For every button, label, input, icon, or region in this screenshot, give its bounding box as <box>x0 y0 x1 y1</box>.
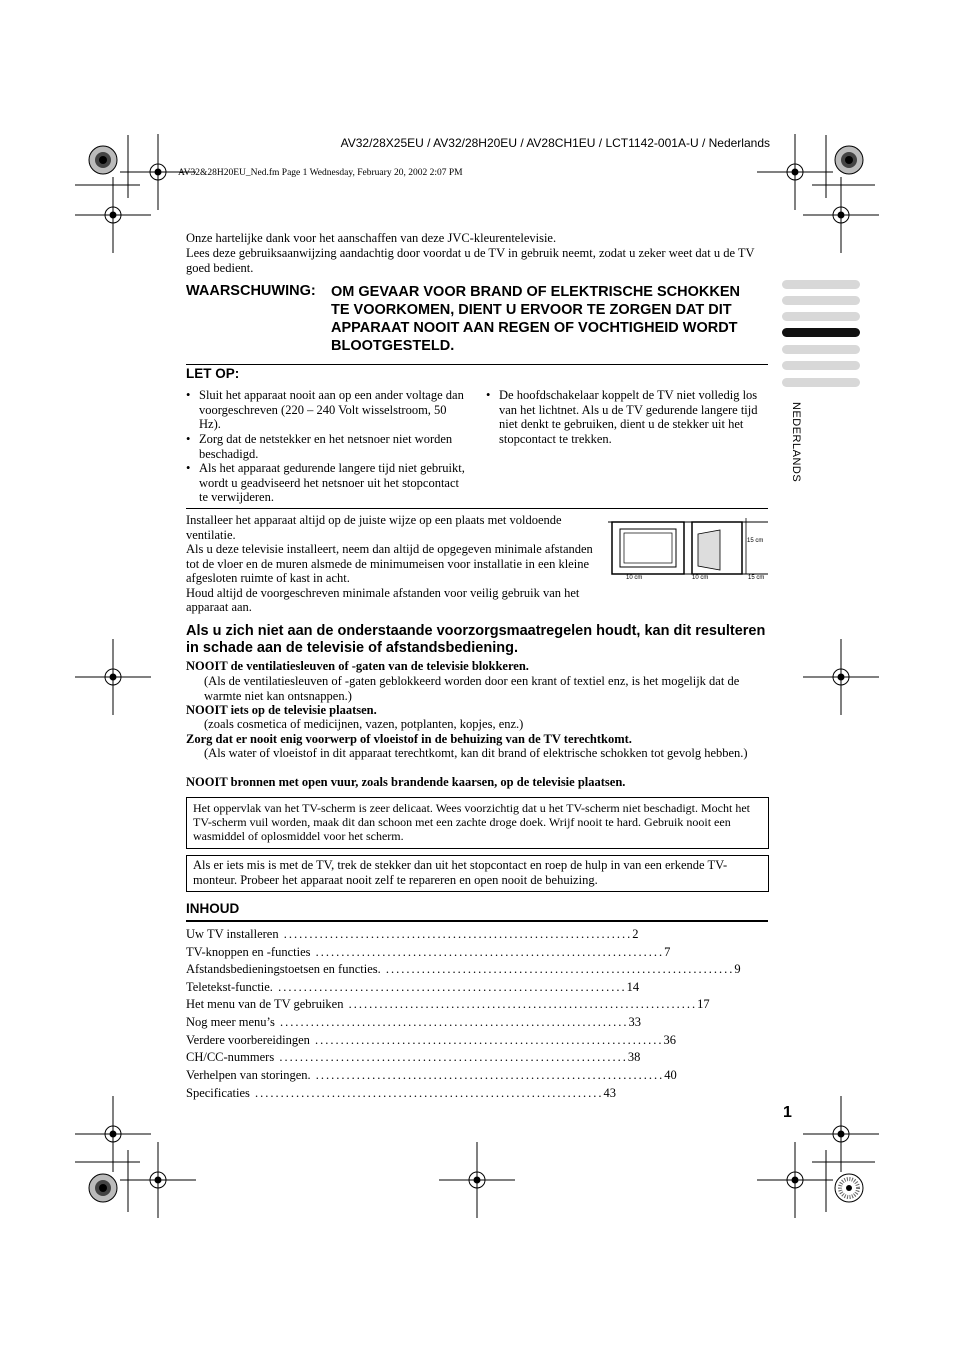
model-header: AV32/28X25EU / AV32/28H20EU / AV28CH1EU / LCT1142-001A-U / Nederlands <box>340 136 770 150</box>
toc-entry[interactable]: Nog meer menu’s .................................................................... 33 <box>186 1015 641 1029</box>
intro-line-2: Lees deze gebruiksaanwijzing aandachtig door voordat u de TV in gebruik neemt, zodat u zeker weet dat u de TV goed bedient. <box>186 246 755 275</box>
precaution-bold: NOOIT iets op de televisie plaatsen. <box>186 703 377 717</box>
precaution-bold: NOOIT bronnen met open vuur, zoals brandende kaarsen, op de televisie plaatsen. <box>186 775 626 789</box>
section-tab <box>782 280 860 289</box>
let-op-item: • Zorg dat de netstekker en het netsnoer niet worden beschadigd. <box>186 432 453 461</box>
install-text <box>186 513 598 615</box>
diagram-label: 10 cm <box>692 575 709 581</box>
divider <box>186 508 768 509</box>
toc-entry[interactable]: Afstandsbedieningstoetsen en functies. .................................................................... 9 <box>186 962 741 976</box>
file-info: AV32&28H20EU_Ned.fm Page 1 Wednesday, February 20, 2002 2:07 PM <box>178 168 463 178</box>
language-label: NEDERLANDS <box>790 402 802 483</box>
screen-care-notice: Het oppervlak van het TV-scherm is zeer delicaat. Wees voorzichtig dat u het TV-scherm niet beschadigt. Mocht het TV-scherm vuil worden, maak dit dan schoon met een zachte droge doek. Wrijf nooit te hard. Gebruik nooit een wasmiddel of oplosmiddel voor het scherm. <box>186 797 769 849</box>
precaution-bold: NOOIT de ventilatiesleuven of -gaten van de televisie blokkeren. <box>186 659 529 673</box>
intro-text <box>186 231 768 276</box>
toc-entry[interactable]: Het menu van de TV gebruiken .................................................................... 17 <box>186 997 710 1011</box>
toc-entry[interactable]: Verdere voorbereidingen .................................................................... 36 <box>186 1033 677 1047</box>
precaution-note: (Als de ventilatiesleuven of -gaten geblokkeerd worden door een krant of textiel enz, is het mogelijk dat de warmte niet kan ontsnappen.) <box>204 674 740 703</box>
intro-line-1: Onze hartelijke dank voor het aanschaffen van deze JVC-kleurentelevisie. <box>186 231 557 245</box>
let-op-item: • De hoofdschakelaar koppelt de TV niet volledig los van het lichtnet. Als u de TV gedurende langere tijd niet denkt te gebruiken, dient u de stekker uit het stopcontact te trekken. <box>486 388 758 446</box>
page-number: 1 <box>783 1104 792 1121</box>
precaution-note: (zoals cosmetica of medicijnen, vazen, potplanten, kopjes, enz.) <box>204 717 524 731</box>
toc-title: INHOUD <box>186 901 240 916</box>
section-tab <box>782 296 860 305</box>
repair-notice: Als er iets mis is met de TV, trek de stekker dan uit het stopcontact en roep de hulp in van een erkende TV-monteur. Probeer het apparaat nooit zelf te repareren en open nooit de behuizing. <box>186 855 769 892</box>
install-p1: Installeer het apparaat altijd op de juiste wijze op een plaats met voldoende ventilatie. <box>186 513 562 542</box>
install-p2: Als u deze televisie installeert, neem dan altijd de opgegeven minimale afstanden tot de vloer en de muren alsmede de minimumeisen voor installatie in een kleine afgesloten ruimte of kast in acht. <box>186 542 593 585</box>
warning-label: WAARSCHUWING: <box>186 283 316 299</box>
diagram-label: 10 cm <box>626 575 643 581</box>
diagram-label: 15 cm <box>747 538 764 544</box>
section-tab <box>782 361 860 370</box>
let-op-title: LET OP: <box>186 366 240 381</box>
toc-entry[interactable]: Verhelpen van storingen. .................................................................... 40 <box>186 1068 677 1082</box>
precautions-title: Als u zich niet aan de onderstaande voorzorgsmaatregelen houdt, kan dit resulteren in schade aan de televisie of afstandsbediening. <box>186 623 766 656</box>
section-tab <box>782 312 860 321</box>
warning-text: OM GEVAAR VOOR BRAND OF ELEKTRISCHE SCHOKKEN TE VOORKOMEN, DIENT U ERVOOR TE ZORGEN DAT DIT APPARAAT NOOIT AAN REGEN OF VOCHTIGHEID WORDT BLOOTGESTELD. <box>331 284 740 354</box>
install-p3: Houd altijd de voorgeschreven minimale afstanden voor veilig gebruik van het apparaat aan. <box>186 585 580 614</box>
toc-entry[interactable]: Uw TV installeren .................................................................... 2 <box>186 927 639 941</box>
section-tab <box>782 345 860 354</box>
section-tab <box>782 378 860 387</box>
precaution-bold: Zorg dat er nooit enig voorwerp of vloeistof in de behuizing van de TV terechtkomt. <box>186 732 632 746</box>
toc-entry[interactable]: Specificaties .................................................................... 43 <box>186 1086 616 1100</box>
toc-entry[interactable]: TV-knoppen en -functies .................................................................... 7 <box>186 945 671 959</box>
toc-entry[interactable]: Teletekst-functie. .................................................................... 14 <box>186 980 640 994</box>
let-op-item: • Sluit het apparaat nooit aan op een ander voltage dan voorgeschreven (220 – 240 Volt wisselstroom, 50 Hz). <box>186 388 464 431</box>
let-op-item: • Als het apparaat gedurende langere tijd niet gebruikt, wordt u geadviseerd het netsnoer uit het stopcontact te verwijderen. <box>186 461 465 504</box>
divider <box>186 364 768 365</box>
precaution-note: (Als water of vloeistof in dit apparaat terechtkomt, kan dit brand of elektrische schokken tot gevolg hebben.) <box>204 746 748 760</box>
divider <box>186 920 768 922</box>
section-tab-active <box>782 328 860 337</box>
toc-entry[interactable]: CH/CC-nummers .................................................................... 38 <box>186 1050 641 1064</box>
ventilation-diagram <box>608 516 770 582</box>
diagram-label: 15 cm <box>748 575 765 581</box>
